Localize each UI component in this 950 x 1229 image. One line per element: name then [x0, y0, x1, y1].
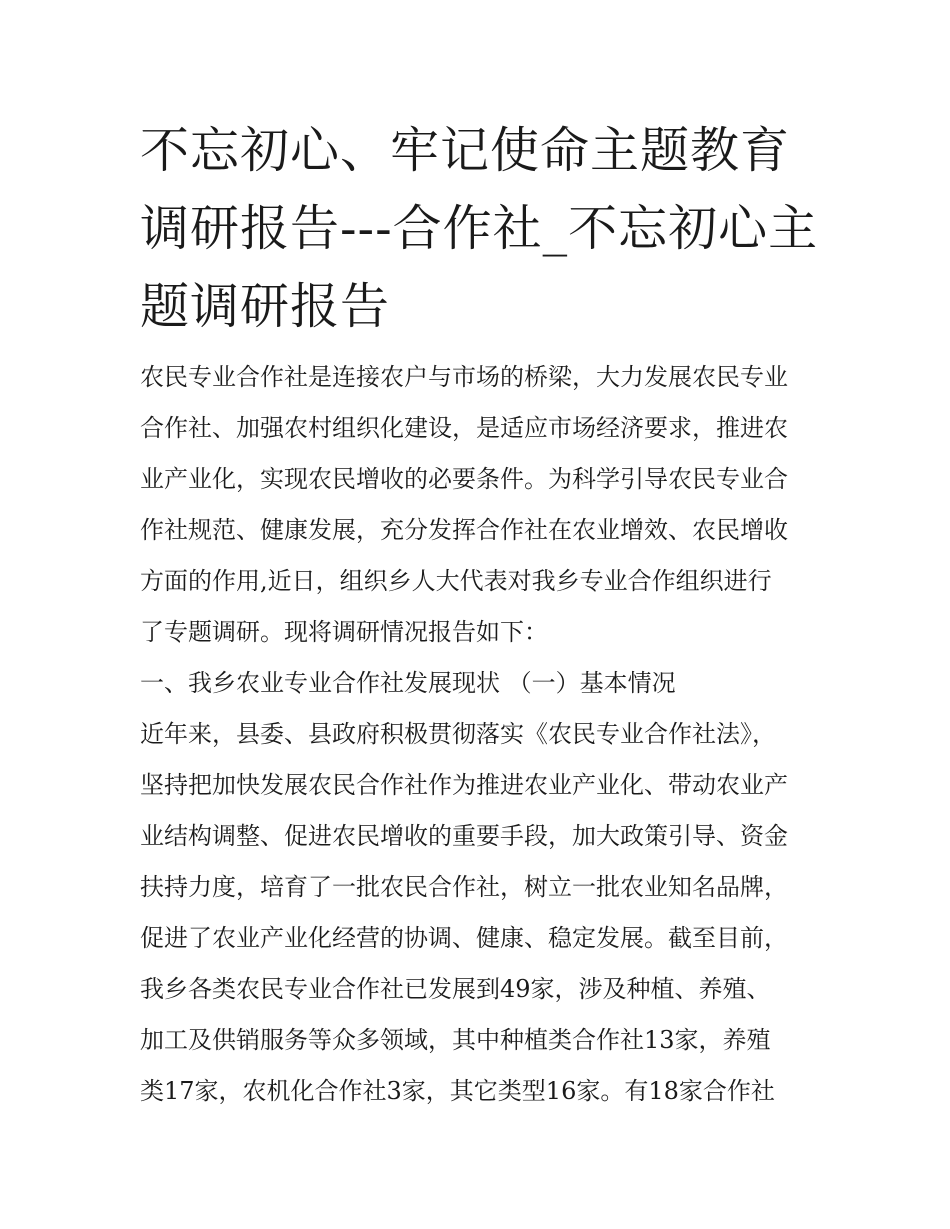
body-line: 方面的作用,近日，组织乡人大代表对我乡专业合作组织进行: [140, 567, 772, 595]
body-line: 业产业化，实现农民增收的必要条件。为科学引导农民专业合: [140, 465, 788, 493]
title-line: 调研报告---合作社_不忘初心主: [140, 200, 819, 257]
body-line: 加工及供销服务等众多领域，其中种植类合作社13家，养殖: [140, 1026, 771, 1054]
title-line: 不忘初心、牢记使命主题教育: [140, 122, 791, 179]
body-line: 业结构调整、促进农民增收的重要手段，加大政策引导、资金: [140, 822, 788, 850]
body-line: 坚持把加快发展农民合作社作为推进农业产业化、带动农业产: [140, 771, 788, 799]
body-line: 了专题调研。现将调研情况报告如下：: [140, 618, 548, 646]
body-line: 类17家，农机化合作社3家，其它类型16家。有18家合作社: [140, 1077, 775, 1105]
body-line: 扶持力度，培育了一批农民合作社，树立一批农业知名品牌，: [140, 873, 788, 901]
document-title: [140, 112, 830, 346]
body-line: 合作社、加强农村组织化建设，是适应市场经济要求，推进农: [140, 414, 788, 442]
section-heading: 一、我乡农业专业合作社发展现状 （一）基本情况: [140, 669, 676, 697]
body-line: 作社规范、健康发展，充分发挥合作社在农业增效、农民增收: [140, 516, 788, 544]
body-line: 近年来，县委、县政府积极贯彻落实《农民专业合作社法》，: [140, 720, 776, 748]
body-line: 促进了农业产业化经营的协调、健康、稳定发展。截至目前，: [140, 924, 788, 952]
body-line: 农民专业合作社是连接农户与市场的桥梁，大力发展农民专业: [140, 363, 788, 391]
title-line: 题调研报告: [140, 278, 391, 335]
body-line: 我乡各类农民专业合作社已发展到49家，涉及种植、养殖、: [140, 975, 771, 1003]
document-body: [140, 352, 830, 1117]
